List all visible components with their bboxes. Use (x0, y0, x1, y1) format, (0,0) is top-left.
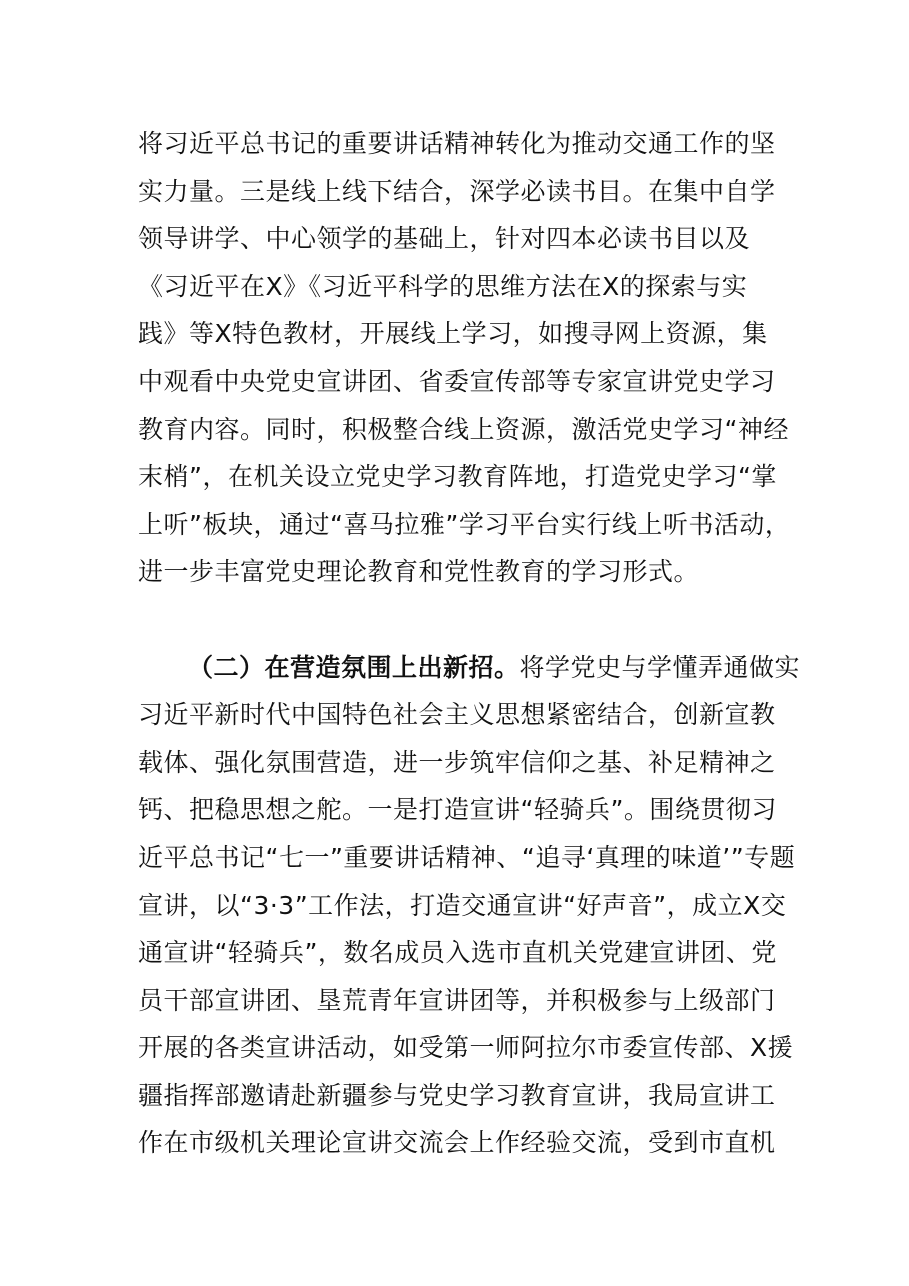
paragraph-line: 习近平新时代中国特色社会主义思想紧密结合，创新宣教 (138, 700, 776, 730)
paragraph-line: 作在市级机关理论宣讲交流会上作经验交流，受到市直机 (138, 1128, 776, 1158)
section-heading-line (138, 644, 801, 692)
paragraph-line: 开展的各类宣讲活动，如受第一师阿拉尔市委宣传部、X援 (138, 1033, 794, 1063)
paragraph-line: 末梢”，在机关设立党史学习教育阵地，打造党史学习“掌 (138, 462, 777, 492)
paragraph-line: 实力量。三是线上线下结合，深学必读书目。在集中自学 (138, 176, 776, 206)
paragraph-line: 上听”板块，通过“喜马拉雅”学习平台实行线上听书活动， (138, 509, 791, 539)
document-body (138, 120, 801, 1167)
paragraph-line: 近平总书记“七一”重要讲话精神、“追寻‘真理的味道’”专题 (138, 842, 796, 872)
paragraph-line: 教育内容。同时，积极整合线上资源，激活党史学习“神经 (138, 414, 789, 444)
section-heading: （二）在营造氛围上出新招。 (188, 652, 520, 682)
paragraph-line: 宣讲，以“3·3”工作法，打造交通宣讲“好声音”，成立X交 (138, 890, 787, 920)
paragraph-line: 中观看中央党史宣讲团、省委宣传部等专家宣讲党史学习 (138, 366, 776, 396)
paragraph-line: 领导讲学、中心领学的基础上，针对四本必读书目以及 (138, 224, 751, 254)
paragraph-line: 疆指挥部邀请赴新疆参与党史学习教育宣讲，我局宣讲工 (138, 1080, 776, 1110)
paragraph-line: 载体、强化氛围营造，进一步筑牢信仰之基、补足精神之 (138, 747, 776, 777)
paragraph-line: 将习近平总书记的重要讲话精神转化为推动交通工作的坚 (138, 129, 776, 158)
paragraph-line: 践》等X特色教材，开展线上学习，如搜寻网上资源，集 (138, 319, 768, 349)
section-heading-continuation: 将学党史与学懂弄通做实 (519, 652, 801, 682)
paragraph-line: 员干部宣讲团、垦荒青年宣讲团等，并积极参与上级部门 (138, 985, 776, 1015)
paragraph-line: 通宣讲“轻骑兵”，数名成员入选市直机关党建宣讲团、党 (138, 938, 777, 968)
paragraph-line: 进一步丰富党史理论教育和党性教育的学习形式。 (138, 557, 700, 587)
paragraph-line: 钙、把稳思想之舵。一是打造宣讲“轻骑兵”。围绕贯彻习 (138, 795, 777, 825)
paragraph-spacing (138, 596, 774, 644)
paragraph-line: 《习近平在X》《习近平科学的思维方法在X的探索与实 (138, 271, 748, 301)
